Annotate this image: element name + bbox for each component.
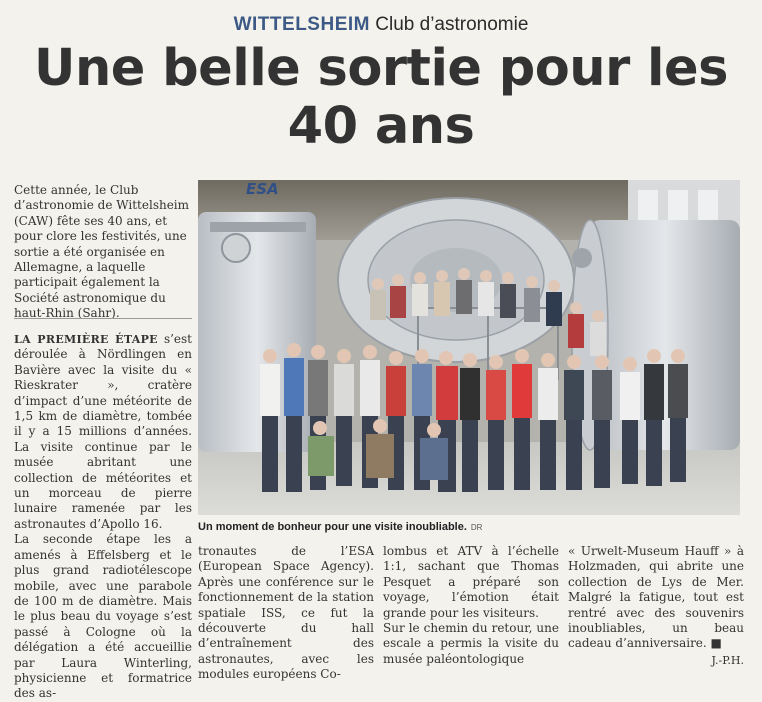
article-column-4 xyxy=(568,544,744,668)
photo-caption-text: Un moment de bonheur pour une visite inoubliable. xyxy=(198,521,467,533)
article-headline: Une belle sortie pour les 40 ans xyxy=(34,39,728,156)
article-column-1 xyxy=(14,332,192,702)
section-kicker xyxy=(0,14,762,36)
article-column-3 xyxy=(383,544,559,667)
paragraph-return: Sur le chemin du retour, une escale a permis la visite du musée paléontologique xyxy=(383,621,559,666)
esa-logo: ESA xyxy=(246,180,279,198)
article-column-2 xyxy=(198,544,374,683)
photo-credit: DR xyxy=(470,523,483,532)
paragraph-body: s’est déroulée à Nördlingen en Bavière avec la visite du « Rieskrater », cratère d’impact d’une météorite de 1,5 km de diamètre, tombée il y a 15 millions d’années. La visite continue par le musée abritant une collection de météorites et un morceau de pierre lunaire ramenée par les astronautes d’Apollo 16. xyxy=(14,332,192,531)
column-divider xyxy=(14,318,192,319)
author-signature: J.-P.H. xyxy=(711,653,744,667)
article-intro: Cette année, le Club d’astronomie de Wittelsheim (CAW) fête ses 40 ans, et pour clore les festivités, une sortie a été organisée en Allemagne, a laquelle participait également la Société astronomique du haut-Rhin (Sahr). xyxy=(14,183,190,321)
paragraph-columbus: lombus et ATV à l’échelle 1:1, sachant que Thomas Pesquet a préparé son voyage, l’émotion était grande pour les visiteurs. xyxy=(383,544,559,620)
paragraph-lead: LA PREMIÈRE ÉTAPE xyxy=(14,333,158,346)
location-label: WITTELSHEIM xyxy=(233,14,370,35)
photo-caption xyxy=(198,520,740,535)
group-photo xyxy=(198,180,740,515)
paragraph-museum: « Urwelt-Museum Hauff » à Holzmaden, qui abrite une collection de Lys de Mer. Malgré la fatigue, tout est rentré avec des souvenirs inoubliables, un beau cadeau d’anniversaire. ■ xyxy=(568,544,744,651)
paragraph-esa: tronautes de l’ESA (European Space Agency). Après une conférence sur le fonctionnement de la station spatiale ISS, ce fut la découverte du hall d’entraînement des astronautes, avec les modules européens Co- xyxy=(198,544,374,682)
paragraph-second-stage: La seconde étape les a amenés à Effelsberg et le plus grand radiotélescope mobile, avec une parabole de 100 m de diamètre. Mais le plus beau du voyage s’est passé à Cologne où la délégation a été accueillie par Laura Winterling, physicienne et formatrice des as- xyxy=(14,532,192,701)
group-photo-illustration xyxy=(198,180,740,515)
paragraph-first-stage xyxy=(14,332,192,532)
section-label: Club d’astronomie xyxy=(375,14,529,35)
